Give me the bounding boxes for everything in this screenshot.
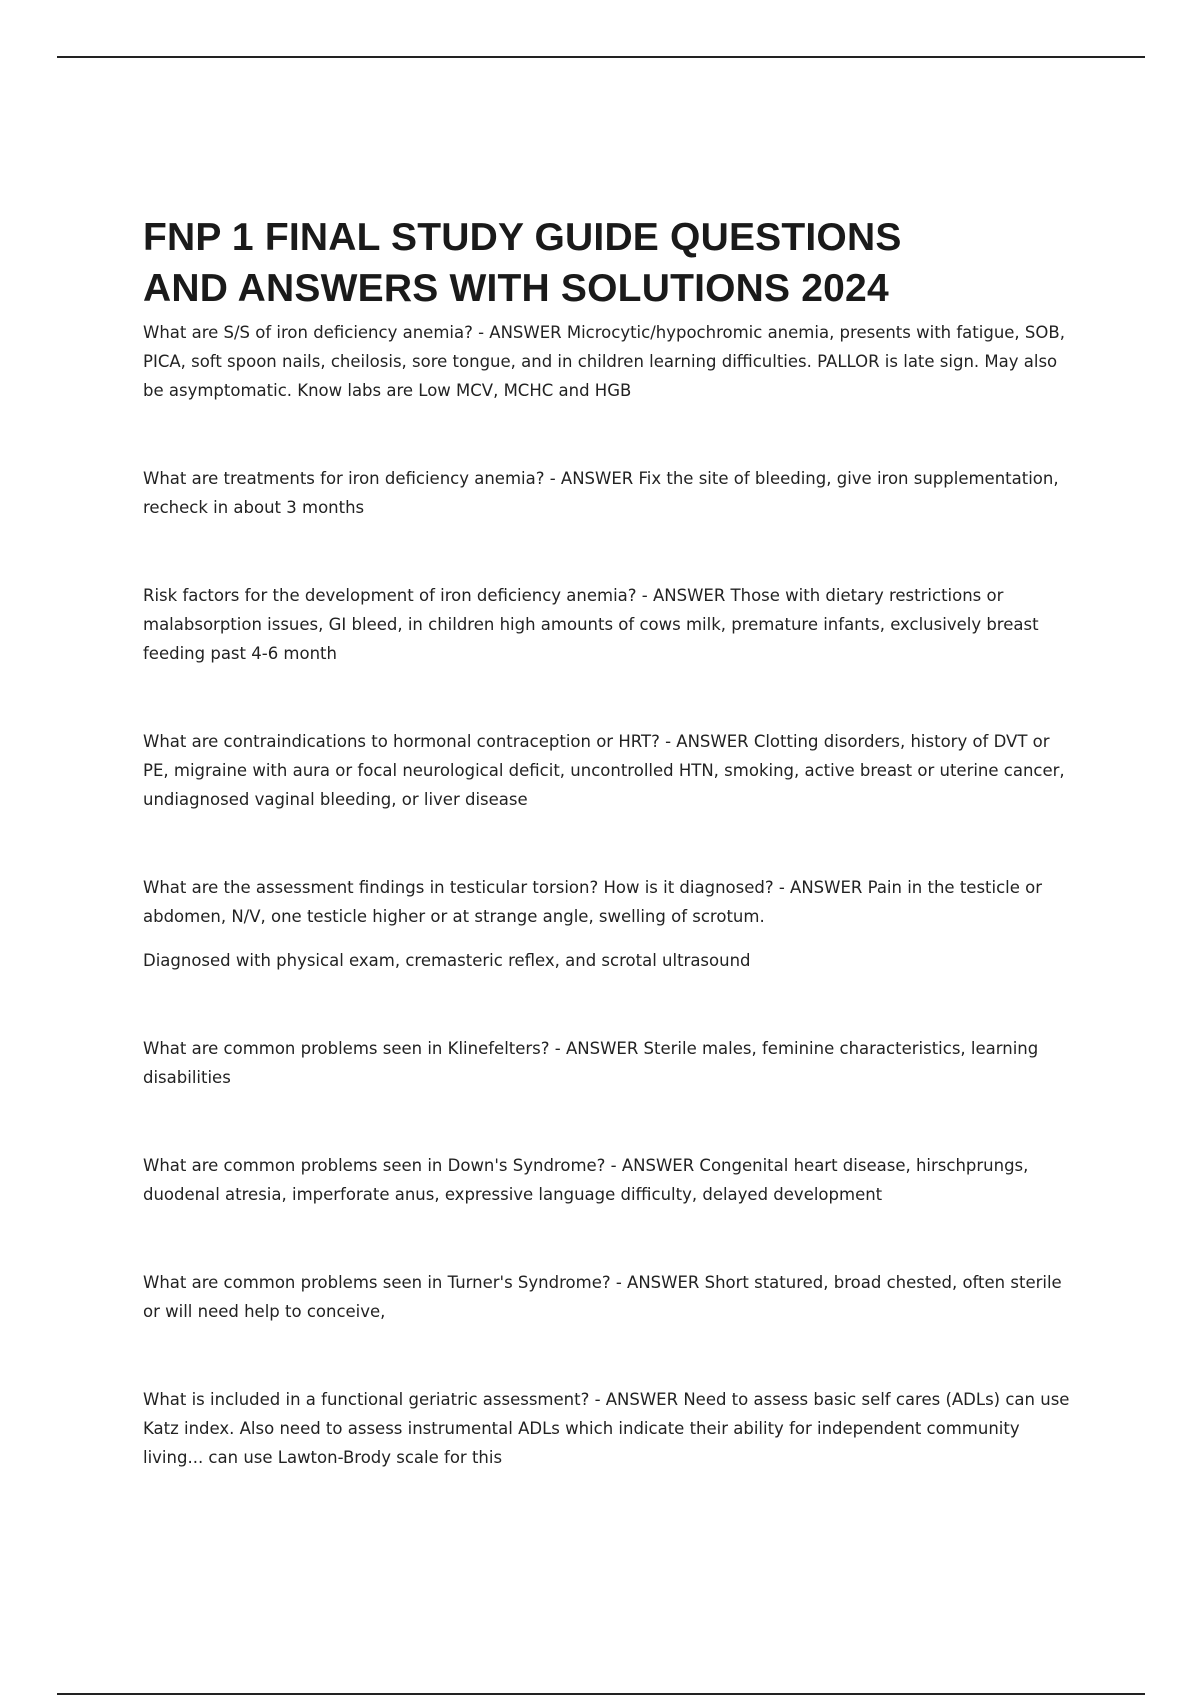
qa-entry [143,1268,1073,1326]
qa-entry [143,873,1073,975]
top-rule [57,56,1145,58]
qa-entry [143,464,1073,522]
qa-text: What are common problems seen in Klinefelters? - ANSWER Sterile males, feminine characteristics, learning disabilities [143,1039,1039,1087]
qa-text: What are contraindications to hormonal contraception or HRT? - ANSWER Clotting disorders, history of DVT or PE, migraine with aura or focal neurological deficit, uncontrolled HTN, smoking, active breast or uterine cancer, undiagnosed vaginal bleeding, or liver disease [143,732,1065,809]
document-title [143,212,1073,314]
qa-entry [143,727,1073,814]
qa-text: What are treatments for iron deficiency anemia? - ANSWER Fix the site of bleeding, give iron supplementation, recheck in about 3 months [143,469,1059,517]
qa-text: What is included in a functional geriatric assessment? - ANSWER Need to assess basic self cares (ADLs) can use Katz index. Also need to assess instrumental ADLs which indicate their ability for independent community living... can use Lawton-Brody scale for this [143,1390,1070,1467]
qa-entry [143,318,1073,405]
qa-text: What are S/S of iron deficiency anemia? - ANSWER Microcytic/hypochromic anemia, presents with fatigue, SOB, PICA, soft spoon nails, cheilosis, sore tongue, and in children learning difficulties. PALLOR is late sign. May also be asymptomatic. Know labs are Low MCV, MCHC and HGB [143,323,1065,400]
qa-entry [143,1034,1073,1092]
qa-entry [143,1151,1073,1209]
qa-text-continued: Diagnosed with physical exam, cremasteric reflex, and scrotal ultrasound [143,951,751,970]
qa-text: What are the assessment findings in testicular torsion? How is it diagnosed? - ANSWER Pain in the testicle or abdomen, N/V, one testicle higher or at strange angle, swelling of scrotum. [143,878,1043,926]
qa-text: Risk factors for the development of iron deficiency anemia? - ANSWER Those with dietary restrictions or malabsorption issues, GI bleed, in children high amounts of cows milk, premature infants, exclusively breast feeding past 4-6 month [143,586,1039,663]
qa-text: What are common problems seen in Turner's Syndrome? - ANSWER Short statured, broad chested, often sterile or will need help to conceive, [143,1273,1062,1321]
title-line-1: FNP 1 FINAL STUDY GUIDE QUESTIONS [143,216,902,259]
qa-entry [143,1385,1073,1472]
qa-entry [143,581,1073,668]
bottom-rule [57,1693,1145,1695]
title-line-2: AND ANSWERS WITH SOLUTIONS 2024 [143,267,889,310]
qa-text: What are common problems seen in Down's Syndrome? - ANSWER Congenital heart disease, hirschprungs, duodenal atresia, imperforate anus, expressive language difficulty, delayed development [143,1156,1029,1204]
document-body [143,212,1073,1472]
